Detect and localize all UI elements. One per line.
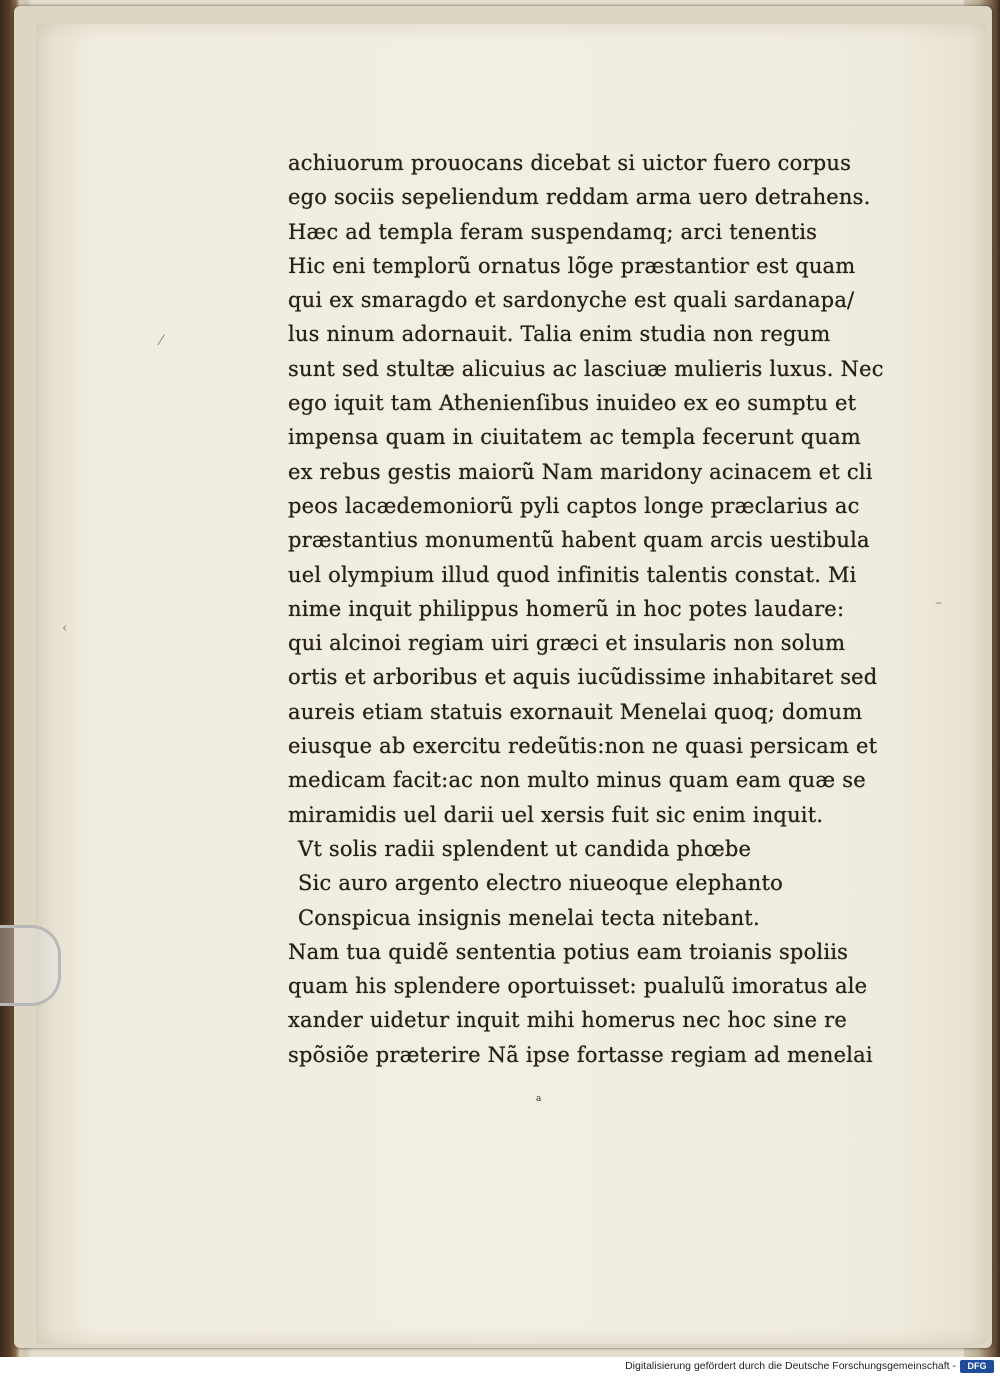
text-line: lus ninum adornauit. Talia enim studia non regum (288, 322, 831, 347)
text-line: aureis etiam statuis exornauit Menelai quoq; domum (288, 699, 863, 724)
text-line: uel olympium illud quod infinitis talentis constat. Mi (288, 562, 857, 587)
text-line: eiusque ab exercitu redeũtis:non ne quasi persicam et (288, 734, 878, 759)
text-line: qui alcinoi regiam uiri græci et insularis non solum (288, 631, 846, 656)
verse-line: Vt solis radii splendent ut candida phœbe (298, 836, 752, 861)
margin-mark: ‹ (62, 620, 68, 636)
text-line: qui ex smaragdo et sardonyche est quali sardanapa/ (288, 288, 855, 313)
text-line: præstantius monumentũ habent quam arcis uestibula (288, 528, 870, 553)
footer-bar (0, 1357, 1000, 1376)
text-line: miramidis uel darii uel xersis fuit sic enim inquit. (288, 802, 824, 827)
signature-mark: a (536, 1094, 542, 1104)
margin-mark: – (935, 595, 942, 611)
text-line: Hæc ad templa feram suspendamq; arci tenentis (288, 219, 818, 244)
text-line: ortis et arboribus et aquis iucũdissime inhabitaret sed (288, 665, 878, 690)
page-clip (0, 925, 61, 1006)
text-line: ego sociis sepeliendum reddam arma uero detrahens. (288, 185, 871, 210)
text-line: xander uidetur inquit mihi homerus nec hoc sine re (288, 1008, 847, 1033)
verse-line: Sic auro argento electro niueoque elephanto (298, 871, 783, 896)
text-line: nime inquit philippus homerũ in hoc potes laudare: (288, 596, 845, 621)
text-line: Hic eni templorũ ornatus lõge præstantior est quam (288, 253, 856, 278)
text-line: sunt sed stultæ alicuius ac lasciuæ mulieris luxus. Nec (288, 356, 884, 381)
text-line: impensa quam in ciuitatem ac templa fecerunt quam (288, 425, 862, 450)
text-line: spõsiõe præterire Nã ipse fortasse regiam ad menelai (288, 1042, 873, 1067)
text-line: peos lacædemoniorũ pyli captos longe præclarius ac (288, 493, 860, 518)
margin-mark: ⁄ (160, 333, 163, 349)
text-block (288, 146, 908, 1072)
text-line: medicam facit:ac non multo minus quam eam quæ se (288, 768, 866, 793)
verse-line: Conspicua insignis menelai tecta nitebant. (298, 905, 760, 930)
dfg-logo-icon: DFG (960, 1360, 994, 1373)
text-line: Nam tua quidẽ sententia potius eam troianis spoliis (288, 939, 849, 964)
footer-credit: Digitalisierung gefördert durch die Deutsche Forschungsgemeinschaft - (625, 1360, 956, 1372)
text-line: ex rebus gestis maiorũ Nam maridony acinacem et cli (288, 459, 873, 484)
text-line: ego iquit tam Athenienſibus inuideo ex eo sumptu et (288, 391, 857, 416)
text-line: quam his splendere oportuisset: pualulũ imoratus ale (288, 974, 868, 999)
text-line: achiuorum prouocans dicebat si uictor fuero corpus (288, 151, 852, 175)
